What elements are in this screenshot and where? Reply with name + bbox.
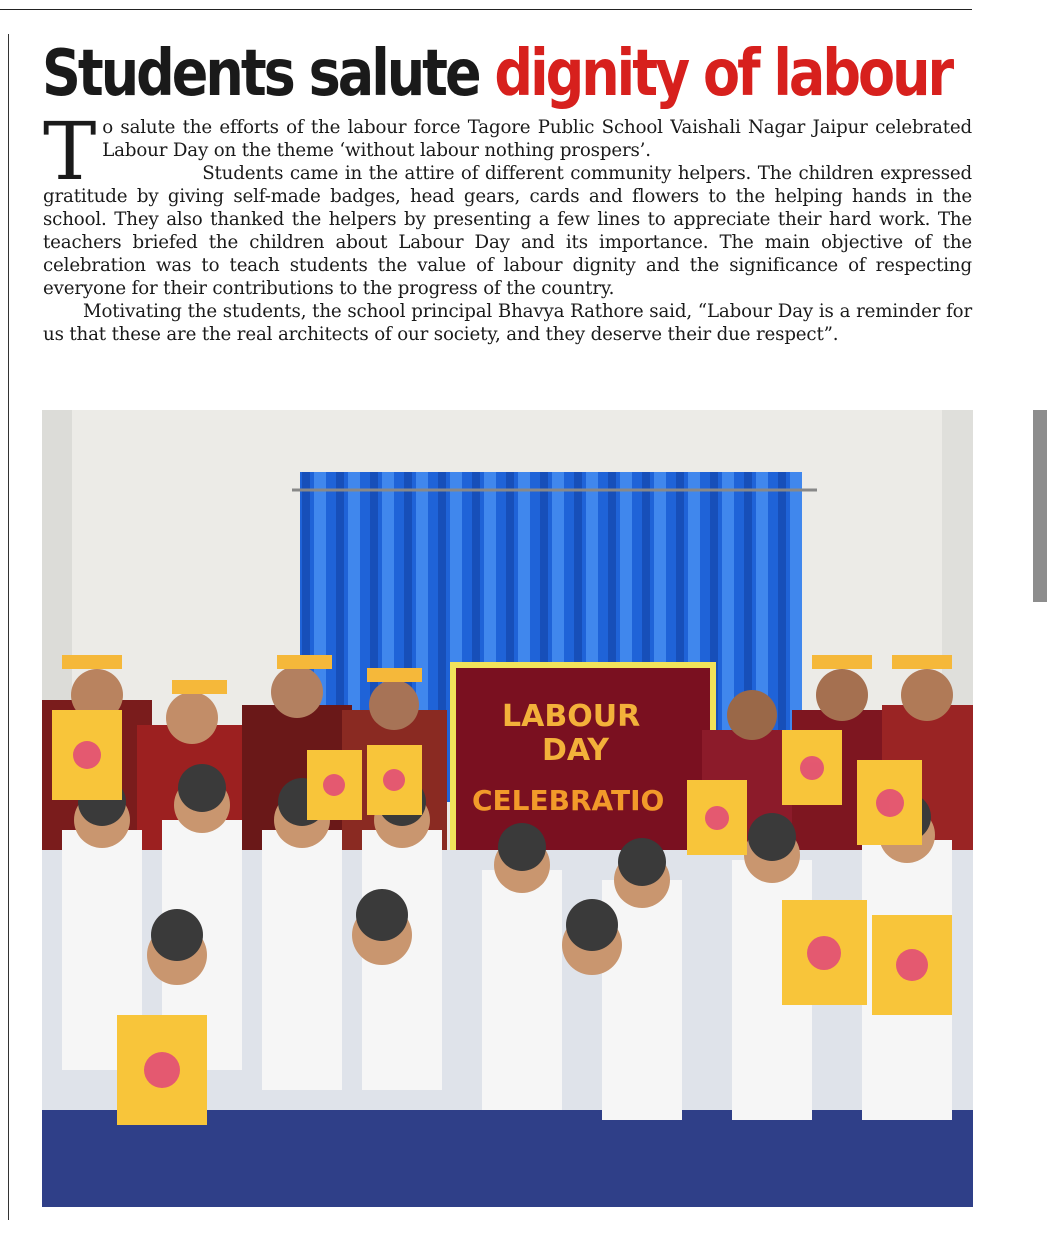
article-body xyxy=(43,105,972,346)
column-rule xyxy=(8,34,9,1220)
paragraph-1 xyxy=(43,105,972,198)
paragraph-3: Motivating the students, the school principal Bhavya Rathore said, “Labour Day is a reminder for us that these are the real architects of our society, and they deserve their due respect”. xyxy=(43,301,972,345)
event-photo xyxy=(42,410,973,1207)
top-rule xyxy=(0,9,972,10)
page-edge-tab xyxy=(1033,410,1047,602)
board-text-day: DAY xyxy=(542,733,609,768)
paragraph-2: Students came in the attire of different community helpers. The children expressed gratitude by giving self-made badges, head gears, cards and flowers to the helping hands in the school. They also thanked the helpers by presenting a few lines to appreciate their hard work. The teachers briefed the children about Labour Day and its importance. The main objective of the celebration was to teach students the value of labour dignity and the significance of respecting everyone for their contributions to the progress of the country. xyxy=(43,163,972,299)
headline-highlight: dignity of labour xyxy=(494,36,952,111)
drop-cap: T xyxy=(43,105,97,198)
board-text-celebration: CELEBRATIO xyxy=(472,784,665,817)
labour-day-board xyxy=(450,662,716,858)
paragraph-1-text: o salute the efforts of the labour force Tagore Public School Vaishali Nagar Jaipur celebrated Labour Day on the theme ‘without labour nothing prospers’. xyxy=(102,117,972,161)
headline xyxy=(42,36,982,111)
board-text-labour: LABOUR xyxy=(502,699,641,734)
headline-main: Students salute xyxy=(42,36,479,111)
